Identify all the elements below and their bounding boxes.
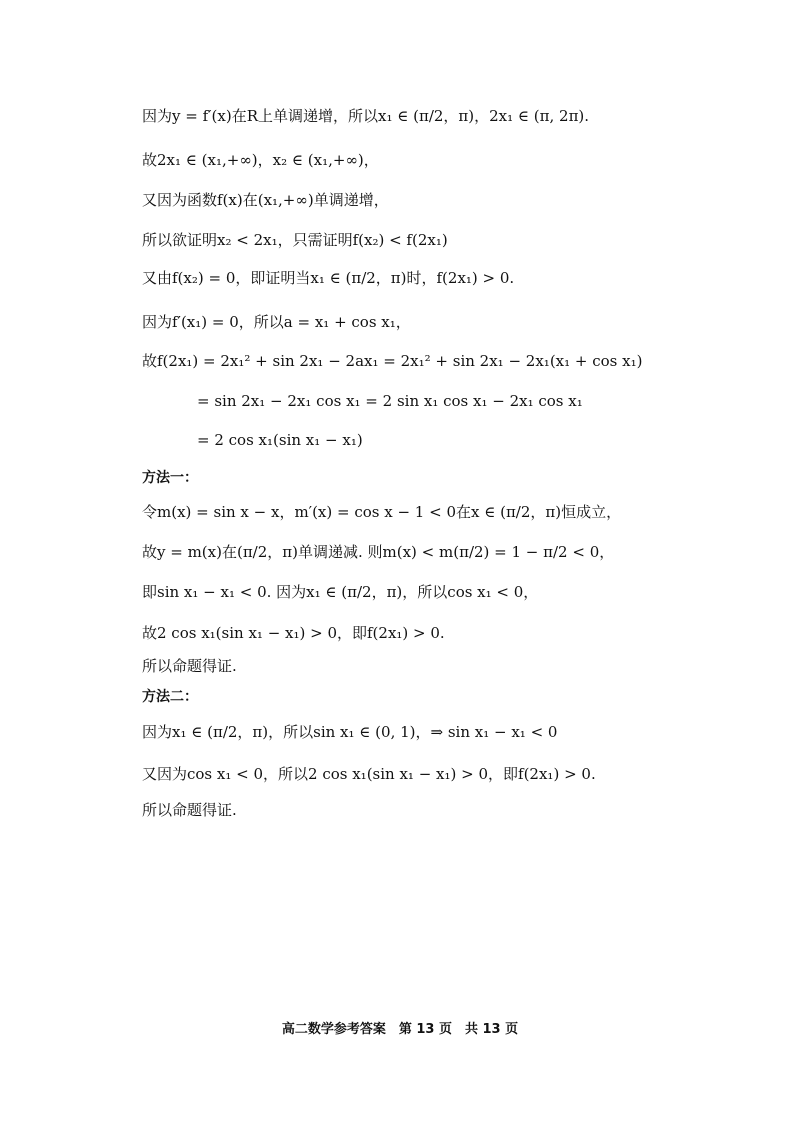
method-two-heading: 方法二： xyxy=(142,689,198,705)
method-two-line-1: 因为x₁ ∈ (π/2，π)，所以sin x₁ ∈ (0, 1)，⇒ sin x₁ − x₁ < 0 xyxy=(142,723,558,741)
expansion-line-3: = 2 cos x₁(sin x₁ − x₁) xyxy=(197,431,363,449)
expansion-line-2: = sin 2x₁ − 2x₁ cos x₁ = 2 sin x₁ cos x₁ − 2x₁ cos x₁ xyxy=(197,392,583,410)
method-one-line-2: 故y = m(x)在(π/2，π)单调递减. 则m(x) < m(π/2) = 1 − π/2 < 0， xyxy=(142,543,615,561)
proof-line-1: 因为y = f′(x)在R上单调递增，所以x₁ ∈ (π/2，π)，2x₁ ∈ (π, 2π). xyxy=(142,107,590,125)
method-one-line-4: 故2 cos x₁(sin x₁ − x₁) > 0，即f(2x₁) > 0. xyxy=(142,624,445,642)
method-two-conclusion: 所以命题得证. xyxy=(142,801,237,819)
page-footer: 高二数学参考答案 第 13 页 共 13 页 xyxy=(281,1022,519,1037)
method-one-heading: 方法一： xyxy=(142,470,198,486)
proof-line-2: 故2x₁ ∈ (x₁,+∞)，x₂ ∈ (x₁,+∞)， xyxy=(142,151,379,169)
proof-line-6: 因为f′(x₁) = 0，所以a = x₁ + cos x₁， xyxy=(142,313,411,331)
method-two-line-2: 又因为cos x₁ < 0，所以2 cos x₁(sin x₁ − x₁) > 0，即f(2x₁) > 0. xyxy=(142,765,596,783)
expansion-line-1: 故f(2x₁) = 2x₁² + sin 2x₁ − 2ax₁ = 2x₁² + sin 2x₁ − 2x₁(x₁ + cos x₁) xyxy=(142,352,643,370)
method-one-line-1: 令m(x) = sin x − x，m′(x) = cos x − 1 < 0在x ∈ (π/2，π)恒成立， xyxy=(142,503,622,521)
method-one-line-3: 即sin x₁ − x₁ < 0. 因为x₁ ∈ (π/2，π)，所以cos x₁ < 0， xyxy=(142,583,539,601)
proof-line-3: 又因为函数f(x)在(x₁,+∞)单调递增， xyxy=(142,191,389,209)
proof-line-4: 所以欲证明x₂ < 2x₁，只需证明f(x₂) < f(2x₁) xyxy=(142,231,448,249)
proof-line-5: 又由f(x₂) = 0，即证明当x₁ ∈ (π/2，π)时，f(2x₁) > 0. xyxy=(142,269,515,287)
method-one-conclusion: 所以命题得证. xyxy=(142,657,237,675)
